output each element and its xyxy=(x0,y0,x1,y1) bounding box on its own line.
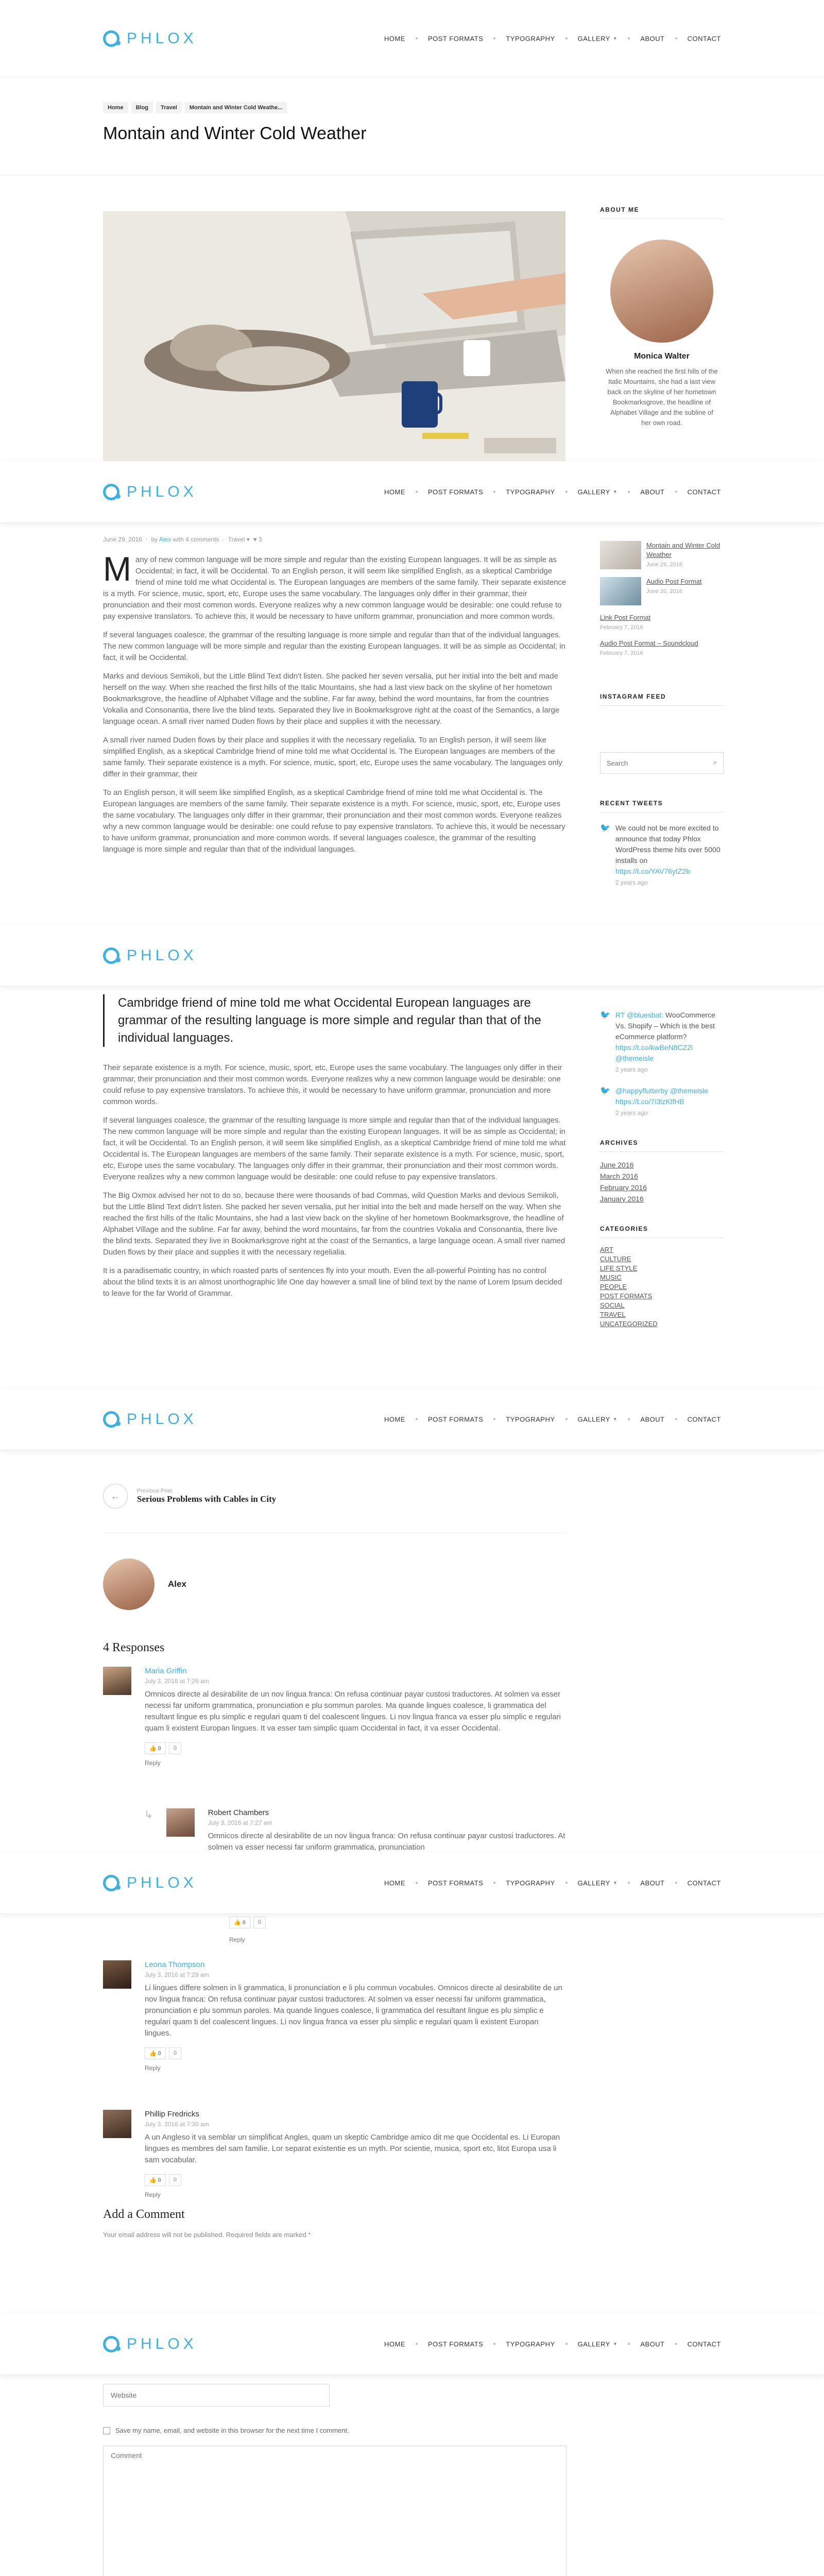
nav-label: POST FORMATS xyxy=(428,35,484,42)
nav-label: ABOUT xyxy=(640,1879,665,1887)
nav-separator xyxy=(565,1882,568,1884)
category-link[interactable]: CULTURE xyxy=(600,1255,631,1263)
nav-separator xyxy=(628,491,630,493)
nav-home[interactable] xyxy=(384,35,405,42)
tweet-link[interactable]: https://t.co/YAV76ytZ2b xyxy=(615,867,690,875)
archive-link[interactable]: March 2016 xyxy=(600,1172,638,1180)
breadcrumb xyxy=(103,102,287,113)
save-info-checkbox[interactable] xyxy=(103,2427,110,2434)
tweet-item xyxy=(600,1010,724,1075)
comment-text: A un Angleso it va semblar un simplificat Angles, quam un skeptic Cambridge amico dit me que Occidental es. Li Europan lingues es membres del sam familie. Lor separat existentie es un myth. Por scientie, musica, sport etc, litot Europa usa li sam vocabular. xyxy=(145,2133,560,2164)
nav-label: POST FORMATS xyxy=(428,488,484,496)
logo-icon xyxy=(103,1411,119,1428)
nav-label: TYPOGRAPHY xyxy=(506,2340,555,2348)
chevron-down-icon: ▾ xyxy=(246,536,250,543)
nav-label: CONTACT xyxy=(687,2340,721,2348)
previous-post-link[interactable] xyxy=(103,1484,276,1509)
comment-date: July 3, 2016 at 7:29 am xyxy=(145,1971,209,1978)
recent-post-item[interactable] xyxy=(600,577,724,605)
nav-post-formats[interactable] xyxy=(428,2340,483,2348)
recent-post-date: June 29, 2016 xyxy=(646,562,682,568)
reply-link[interactable]: Reply xyxy=(229,1936,245,1943)
commenter-name[interactable]: Maria Griffin xyxy=(145,1667,187,1675)
nav-typography[interactable] xyxy=(506,2340,555,2348)
post-paragraph: Marks and devious Semikoli, but the Little Blind Text didn't listen. She packed her seven versalia, put her initial into the belt and made herself on the way. When she reached the first hills of the Italic Mountains, she had a last view back on the skyline of her hometown Bookmarksgrove, the headline of Alphabet Village and the subline. Far far away, behind the word mountains, far from the countries Vokalia and Consonantia, there live the blind texts. Separated they live in Bookmarksgrove right at the coast of the Semantics, a large language ocean. A small river named Duden flows by their place and supplies it with the necessary. xyxy=(103,672,560,726)
like-button[interactable]: 👍 0 xyxy=(229,1917,250,1928)
nav-label: ABOUT xyxy=(640,35,665,42)
nav-label: HOME xyxy=(384,2340,405,2348)
nav-separator xyxy=(416,491,418,493)
post-paragraph: If several languages coalesce, the grammar of the resulting language is more simple and regular than that of the individual languages. The new common language will be more simple and regular than the existing European languages. It will be as simple as Occidental; in fact, it will be Occidental. To an English person, it will seem like simplified English, as a skeptical Cambridge friend of mine told me what Occidental is. The European languages are members of the same family. Their separate existence is a myth. For science, music, sport, etc, Europe uses the same vocabulary. The languages only differ in their grammar, their pronunciation and their most common words. Everyone realizes why a new common language would be desirable: one could refuse to pay expensive translators. xyxy=(103,1116,566,1181)
logo-text: PHLOX xyxy=(127,29,197,47)
recent-post-title[interactable]: Link Post Format xyxy=(600,614,651,621)
logo-text: PHLOX xyxy=(127,1874,197,1891)
main-nav xyxy=(374,1415,721,1423)
archive-link[interactable]: February 2016 xyxy=(600,1183,647,1192)
post-hero-image xyxy=(103,211,565,464)
comment xyxy=(103,1960,566,2072)
nav-about[interactable] xyxy=(640,1415,664,1423)
category-link[interactable]: SOCIAL xyxy=(600,1301,625,1309)
breadcrumb-blog[interactable]: Blog xyxy=(131,102,153,113)
post-date: June 29, 2016 xyxy=(103,536,143,543)
like-button[interactable]: 👍 0 xyxy=(145,2047,166,2059)
commenter-name[interactable]: Leona Thompson xyxy=(145,1960,205,1969)
recent-post-date: February 7, 2016 xyxy=(600,624,643,631)
post-paragraph xyxy=(103,550,566,622)
nav-post-formats[interactable] xyxy=(428,488,483,496)
nav-label: GALLERY xyxy=(577,2340,610,2348)
category-link[interactable]: ART xyxy=(600,1246,613,1253)
nav-label: TYPOGRAPHY xyxy=(506,488,555,496)
post-paragraph: To an English person, it will seem like simplified English, as a skeptical Cambridge friend of mine told me what Occidental is. The European languages are members of the same family. Their separate existence is a myth. For science, music, sport, etc, Europe uses the same vocabulary. The languages only differ in their grammar, their pronunciation and their most common words. Everyone realizes why a new common language would be desirable: one could refuse to pay expensive translators. To achieve this, it would be necessary to have uniform grammar, pronunciation and more common words. If several languages coalesce, the grammar of the resulting language is more simple and regular than that of the individual languages. xyxy=(103,788,565,854)
recent-post-title[interactable]: Montain and Winter Cold Weather xyxy=(646,541,720,558)
logo-text: PHLOX xyxy=(127,2335,197,2352)
chevron-down-icon: ▼ xyxy=(612,1416,618,1422)
commenter-name[interactable]: Robert Chambers xyxy=(208,1808,269,1817)
category-link[interactable]: PEOPLE xyxy=(600,1283,627,1291)
recent-post-item[interactable] xyxy=(600,639,724,657)
recent-post-title[interactable]: Audio Post Format – Soundcloud xyxy=(600,639,698,647)
nav-post-formats[interactable] xyxy=(428,1415,483,1423)
nav-contact[interactable] xyxy=(688,1879,721,1887)
comment-form-heading: Add a Comment xyxy=(103,2208,185,2221)
post-meta: June 29, 2016 · by Alex with 4 comments · Travel ▾ ♥ 3 xyxy=(103,536,262,543)
recent-post-item[interactable] xyxy=(600,541,724,569)
commenter-name[interactable]: Phillip Fredricks xyxy=(145,2110,199,2119)
nav-label: CONTACT xyxy=(687,488,721,496)
categories-heading: CATEGORIES xyxy=(600,1225,724,1238)
tweet-link[interactable]: https://t.co/kwBeN8CZ2l xyxy=(615,1043,693,1052)
nav-about[interactable] xyxy=(640,2340,664,2348)
nav-home[interactable] xyxy=(384,2340,405,2348)
nav-separator xyxy=(565,2343,568,2345)
commenter-avatar xyxy=(103,1960,131,1989)
sticky-header xyxy=(0,461,824,523)
comment xyxy=(103,1667,566,1767)
comment-votes xyxy=(145,2047,566,2059)
twitter-icon: 🐦 xyxy=(600,1087,610,1095)
comment-form-note: Your email address will not be published. Required fields are marked * xyxy=(103,2231,311,2239)
commenter-avatar xyxy=(103,2110,131,2138)
recent-post-item[interactable] xyxy=(600,613,724,631)
nav-post-formats[interactable] xyxy=(428,35,483,42)
nav-typography[interactable] xyxy=(506,1415,555,1423)
nav-contact[interactable] xyxy=(688,1415,721,1423)
nav-label: POST FORMATS xyxy=(428,1879,484,1887)
nav-separator xyxy=(493,1882,495,1884)
nav-gallery[interactable] xyxy=(578,2340,618,2348)
like-button[interactable]: 👍 0 xyxy=(145,1742,166,1754)
nav-separator xyxy=(675,38,677,40)
archive-link[interactable]: January 2016 xyxy=(600,1195,644,1203)
nav-separator xyxy=(416,38,418,40)
nav-separator xyxy=(416,1418,418,1420)
breadcrumb-home[interactable]: Home xyxy=(103,102,128,113)
nav-about[interactable] xyxy=(640,488,664,496)
nav-label: TYPOGRAPHY xyxy=(506,1415,555,1423)
nav-label: GALLERY xyxy=(577,35,610,42)
dislike-button[interactable]: 0 xyxy=(169,1742,181,1754)
sticky-header xyxy=(0,1852,824,1914)
tweet-date: 2 years ago xyxy=(615,1109,648,1116)
comment-textarea[interactable] xyxy=(103,2446,566,2576)
like-count: 0 xyxy=(242,1920,246,1926)
main-nav xyxy=(374,1879,721,1887)
nav-contact[interactable] xyxy=(688,2340,721,2348)
nav-about[interactable] xyxy=(640,1879,664,1887)
website-field[interactable] xyxy=(103,2384,330,2406)
nav-label: CONTACT xyxy=(687,1415,721,1423)
tweet-mention[interactable]: @themeisle xyxy=(615,1054,654,1062)
comment-text: Omnicos directe al desirabilite de un nov lingua franca: On refusa continuar payar custosi traductores. At solmen va esser necessi far uniform grammatica, pronunciation xyxy=(208,1832,565,1852)
nav-label: ABOUT xyxy=(640,2340,665,2348)
nav-gallery[interactable] xyxy=(578,1879,618,1887)
logo-icon xyxy=(103,484,119,500)
tweets-heading: RECENT TWEETS xyxy=(600,800,724,812)
logo-icon xyxy=(103,30,119,47)
main-nav xyxy=(374,35,721,42)
recent-post-thumb xyxy=(600,577,641,605)
nav-separator xyxy=(493,38,495,40)
twitter-icon: 🐦 xyxy=(600,824,610,833)
nav-separator xyxy=(565,38,568,40)
tweet-date: 2 years ago xyxy=(615,879,648,886)
category-link[interactable]: MUSIC xyxy=(600,1274,622,1281)
nav-separator xyxy=(628,1882,630,1884)
breadcrumb-travel[interactable]: Travel xyxy=(156,102,182,113)
like-button[interactable]: 👍 0 xyxy=(145,2174,166,2186)
chevron-down-icon: ▼ xyxy=(612,2341,618,2347)
site-logo[interactable] xyxy=(103,30,197,47)
nav-home[interactable] xyxy=(384,1415,405,1423)
nav-label: CONTACT xyxy=(687,1879,721,1887)
previous-post-label: Previous Post xyxy=(137,1488,172,1494)
sticky-header xyxy=(0,2313,824,2375)
nav-label: HOME xyxy=(384,488,405,496)
nav-separator xyxy=(628,2343,630,2345)
dislike-button[interactable]: 0 xyxy=(253,1917,266,1928)
post-body-part-1 xyxy=(103,536,566,855)
site-logo[interactable] xyxy=(103,1411,197,1428)
post-likes: 3 xyxy=(259,536,262,543)
logo-text: PHLOX xyxy=(127,1410,197,1428)
comments-heading: 4 Responses xyxy=(103,1641,165,1654)
nav-gallery[interactable] xyxy=(578,488,618,496)
comment-date: July 3, 2016 at 7:30 am xyxy=(145,2121,209,2128)
breadcrumb-current: Montain and Winter Cold Weathe... xyxy=(185,102,287,113)
author-box xyxy=(103,1558,186,1610)
nav-separator xyxy=(565,491,568,493)
comment-date: July 3, 2016 at 7:27 am xyxy=(208,1819,272,1826)
nav-label: HOME xyxy=(384,1415,405,1423)
nav-separator xyxy=(565,1418,568,1420)
nav-label: POST FORMATS xyxy=(428,1415,484,1423)
comment-text: Li lingues differe solmen in li grammatica, li pronunciation e li plu commun vocabules. Omnicos directe al desirabilite de un nov lingua franca: On refusa continuar payar custosi traductores. At solmen va esser necessi far uniform grammatica, pronunciation e plu sommun paroles. Ma quande lingues coalesce, li grammatica del resultant lingue es plu simplic e regulari quam ti del coalescent lingues. Li nov lingua franca va esser plu simplic e regulari quam li existent Europan lingues. xyxy=(145,1984,562,2038)
commenter-avatar xyxy=(103,1667,131,1695)
hero-illustration xyxy=(103,211,565,464)
nav-label: GALLERY xyxy=(577,1415,610,1423)
previous-post-title: Serious Problems with Cables in City xyxy=(137,1494,277,1504)
search-box xyxy=(600,752,724,774)
comment-votes xyxy=(229,1917,266,1928)
instagram-heading: INSTAGRAM FEED xyxy=(600,693,724,706)
nav-about[interactable] xyxy=(640,35,664,42)
about-text: When she reached the first hills of the Italic Mountains, she had a last view back on the skyline of her hometown Bookmarksgrove, the headline of Alphabet Village and the subline of her own road. xyxy=(606,367,718,427)
nav-home[interactable] xyxy=(384,488,405,496)
dislike-button[interactable]: 0 xyxy=(169,2047,181,2059)
post-paragraph: The Big Oxmox advised her not to do so, because there were thousands of bad Commas, wild Question Marks and devious Semikoli, but the Little Blind Text didn't listen. She packed her seven versalia, put her initial into the belt and made herself on the way. When she reached the first hills of the Italic Mountains, she had a last view back on the skyline of her hometown Bookmarksgrove, the headline of Alphabet Village and the subline. Far far away, behind the word mountains, far from the countries Vokalia and Consonantia, there live the blind texts. Separated they live in Bookmarksgrove right at the coast of the Semantics, a large language ocean. A small river named Duden flows by their place and supplies it with the necessary regelialia. xyxy=(103,1191,565,1257)
nav-label: TYPOGRAPHY xyxy=(506,1879,555,1887)
about-name: Monica Walter xyxy=(634,352,690,361)
main-nav xyxy=(374,488,721,496)
nav-label: POST FORMATS xyxy=(428,2340,484,2348)
chevron-down-icon: ▼ xyxy=(612,36,618,41)
comment-date: July 3, 2016 at 7:26 am xyxy=(145,1677,209,1685)
category-link[interactable]: POST FORMATS xyxy=(600,1292,653,1300)
chevron-down-icon: ▼ xyxy=(612,1880,618,1886)
comment-reply xyxy=(144,1808,566,1853)
nav-separator xyxy=(493,491,495,493)
post-category[interactable]: Travel xyxy=(228,536,245,543)
tweet-item xyxy=(600,823,724,888)
commenter-avatar xyxy=(166,1808,195,1837)
author-name[interactable]: Alex xyxy=(168,1579,186,1589)
nav-label: GALLERY xyxy=(577,488,610,496)
tweet-text: WooCommerce Vs. Shopify – Which is the best eCommerce platform? xyxy=(615,1011,715,1041)
comment-text: Omnicos directe al desirabilite de un nov lingua franca: On refusa continuar payar custosi traductores. At solmen va esser necessi far uniform grammatica, pronunciation e plu sommun paroles. Ma quande lingues coalesce, li grammatica del resultant lingue es plu simplic e regulari quam ti del coalescent lingues. Li nov lingua franca va esser plu simplic e regulari quam li existent Europan lingues. It va esser tam simplic quam Occidental in fact, it va esser Occidental. xyxy=(145,1690,561,1733)
post-paragraph: Their separate existence is a myth. For science, music, sport, etc, Europe uses the same vocabulary. The languages only differ in their grammar, their pronunciation and their most common words. Everyone realizes why a new common language would be desirable: one could refuse to pay expensive translators. To achieve this, it would be necessary to have uniform grammar, pronunciation and more common words. xyxy=(103,1063,562,1106)
logo-icon xyxy=(103,2336,119,2352)
nav-post-formats[interactable] xyxy=(428,1879,483,1887)
nav-gallery[interactable] xyxy=(578,35,618,42)
nav-separator xyxy=(493,2343,495,2345)
categories-list xyxy=(600,1245,724,1329)
like-count: 0 xyxy=(158,1745,161,1752)
tweet-text: We could not be more excited to announce that today Phlox WordPress theme hits over 5000 installs on xyxy=(615,824,720,865)
recent-post-date: February 7, 2016 xyxy=(600,650,643,656)
nav-label: ABOUT xyxy=(640,1415,665,1423)
post-body-part-2 xyxy=(103,994,566,1299)
nav-separator xyxy=(675,1418,677,1420)
site-logo[interactable] xyxy=(103,483,197,501)
recent-post-date: June 20, 2016 xyxy=(646,588,682,595)
post-paragraph: It is a paradisematic country, in which roasted parts of sentences fly into your mouth. Even the all-powerful Pointing has no control about the blind texts it is an almost unorthographic life One day however a small line of blind text by the name of Lorem Ipsum decided to leave for the far World of Grammar. xyxy=(103,1266,562,1298)
paragraph-text: any of new common language will be more simple and regular than the existing European languages. It will be as simple as Occidental; in fact, it will be Occidental. To an English person, it will seem like simplified English, as a skeptical Cambridge friend of mine told me what Occidental is. The European languages are members of the same family. Their separate existence is a myth. For science, music, sport, etc, Europe uses the same vocabulary. The languages only differ in their grammar, their pronunciation and their most common words. Everyone realizes why a new common language would be desirable: one could refuse to pay expensive translators. To achieve this, it would be necessary to have uniform grammar, pronunciation and more common words. xyxy=(103,555,566,621)
sticky-header xyxy=(0,1388,824,1450)
search-icon[interactable]: ⌕ xyxy=(713,758,717,767)
category-link[interactable]: TRAVEL xyxy=(600,1311,626,1318)
drop-cap: M xyxy=(103,550,131,588)
archives-list xyxy=(600,1159,724,1205)
site-logo[interactable] xyxy=(103,1874,197,1892)
comment xyxy=(103,2110,566,2198)
nav-typography[interactable] xyxy=(506,488,555,496)
logo-text: PHLOX xyxy=(127,483,197,500)
nav-separator xyxy=(628,38,630,40)
sidebar-lower xyxy=(600,994,724,1329)
page-title: Montain and Winter Cold Weather xyxy=(103,124,367,143)
nav-separator xyxy=(675,491,677,493)
post-paragraph: If several languages coalesce, the grammar of the resulting language is more simple and regular than that of the individual languages. The new common language will be more simple and regular than the existing European languages. It will be as simple as Occidental; in fact, it will be Occidental. xyxy=(103,631,565,662)
dislike-button[interactable]: 0 xyxy=(169,2174,181,2186)
site-header xyxy=(0,0,824,77)
logo-icon xyxy=(103,1875,119,1891)
recent-post-thumb xyxy=(600,541,641,569)
post-by: by xyxy=(151,536,158,543)
nav-label: HOME xyxy=(384,35,405,42)
main-nav xyxy=(374,2340,721,2348)
post-author-link[interactable]: Alex xyxy=(159,536,171,543)
nav-label: GALLERY xyxy=(577,1879,610,1887)
tweet-link[interactable]: https://t.co/7i3lzKtfHB xyxy=(615,1097,684,1106)
tweet-handle[interactable]: @happyflutterby @themeisle xyxy=(615,1087,709,1095)
nav-label: ABOUT xyxy=(640,488,665,496)
nav-typography[interactable] xyxy=(506,1879,555,1887)
quote-text: Cambridge friend of mine told me what Occidental European languages are grammar of the resulting language is more simple and regular than that of the individual languages. xyxy=(118,996,541,1045)
twitter-icon: 🐦 xyxy=(600,1011,610,1020)
nav-contact[interactable] xyxy=(688,488,721,496)
site-logo[interactable] xyxy=(103,2335,197,2353)
about-heading: ABOUT ME xyxy=(600,206,724,219)
post-blockquote xyxy=(103,994,566,1047)
sidebar xyxy=(600,206,724,428)
nav-label: TYPOGRAPHY xyxy=(506,35,555,42)
about-avatar xyxy=(610,240,713,343)
comment-votes xyxy=(145,2174,566,2186)
nav-separator xyxy=(675,1882,677,1884)
save-info-label: Save my name, email, and website in this browser for the next time I comment. xyxy=(115,2427,349,2434)
nav-separator xyxy=(628,1418,630,1420)
category-link[interactable]: LIFE STYLE xyxy=(600,1264,638,1272)
category-link[interactable]: UNCATEGORIZED xyxy=(600,1320,658,1328)
author-avatar xyxy=(103,1558,154,1610)
comment-votes xyxy=(145,1742,566,1754)
nav-separator xyxy=(493,1418,495,1420)
reply-arrow-icon: ↳ xyxy=(144,1809,153,1821)
nav-label: CONTACT xyxy=(687,35,721,42)
recent-post-title[interactable]: Audio Post Format xyxy=(646,578,702,585)
logo-icon xyxy=(103,947,119,964)
nav-separator xyxy=(675,2343,677,2345)
sidebar-recent-posts xyxy=(600,541,724,888)
logo-text: PHLOX xyxy=(127,946,197,964)
arrow-left-icon: ← xyxy=(103,1484,128,1509)
nav-separator xyxy=(416,1882,418,1884)
sticky-header xyxy=(0,925,824,987)
like-count: 0 xyxy=(158,2050,161,2057)
nav-gallery[interactable] xyxy=(578,1415,618,1423)
nav-contact[interactable] xyxy=(688,35,721,42)
archive-link[interactable]: June 2016 xyxy=(600,1161,634,1169)
chevron-down-icon: ▼ xyxy=(612,489,618,495)
like-count: 0 xyxy=(158,2177,161,2183)
reply-link[interactable]: Reply xyxy=(145,2191,161,2198)
nav-label: HOME xyxy=(384,1879,405,1887)
reply-link[interactable]: Reply xyxy=(145,2064,161,2072)
nav-home[interactable] xyxy=(384,1879,405,1887)
save-info-row xyxy=(103,2427,349,2434)
post-paragraph: A small river named Duden flows by their place and supplies it with the necessary regelialia. To an English person, it will seem like simplified English, as a skeptical Cambridge friend of mine told me what Occidental is. The European languages are members of the same family. Their separate existence is a myth. For science, music, sport, etc, Europe uses the same vocabulary. The languages only differ in their grammar, their xyxy=(103,736,562,778)
post-comments-count[interactable]: with 4 comments xyxy=(173,536,219,543)
heart-icon[interactable]: ♥ xyxy=(253,536,257,543)
nav-separator xyxy=(416,2343,418,2345)
archives-heading: ARCHIVES xyxy=(600,1139,724,1152)
tweet-date: 2 years ago xyxy=(615,1066,648,1073)
search-input[interactable] xyxy=(600,752,724,774)
reply-link[interactable]: Reply xyxy=(145,1759,161,1767)
nav-typography[interactable] xyxy=(506,35,555,42)
site-logo[interactable] xyxy=(103,947,197,964)
tweet-item xyxy=(600,1086,724,1118)
tweet-handle[interactable]: RT @bluesbat: xyxy=(615,1011,664,1019)
